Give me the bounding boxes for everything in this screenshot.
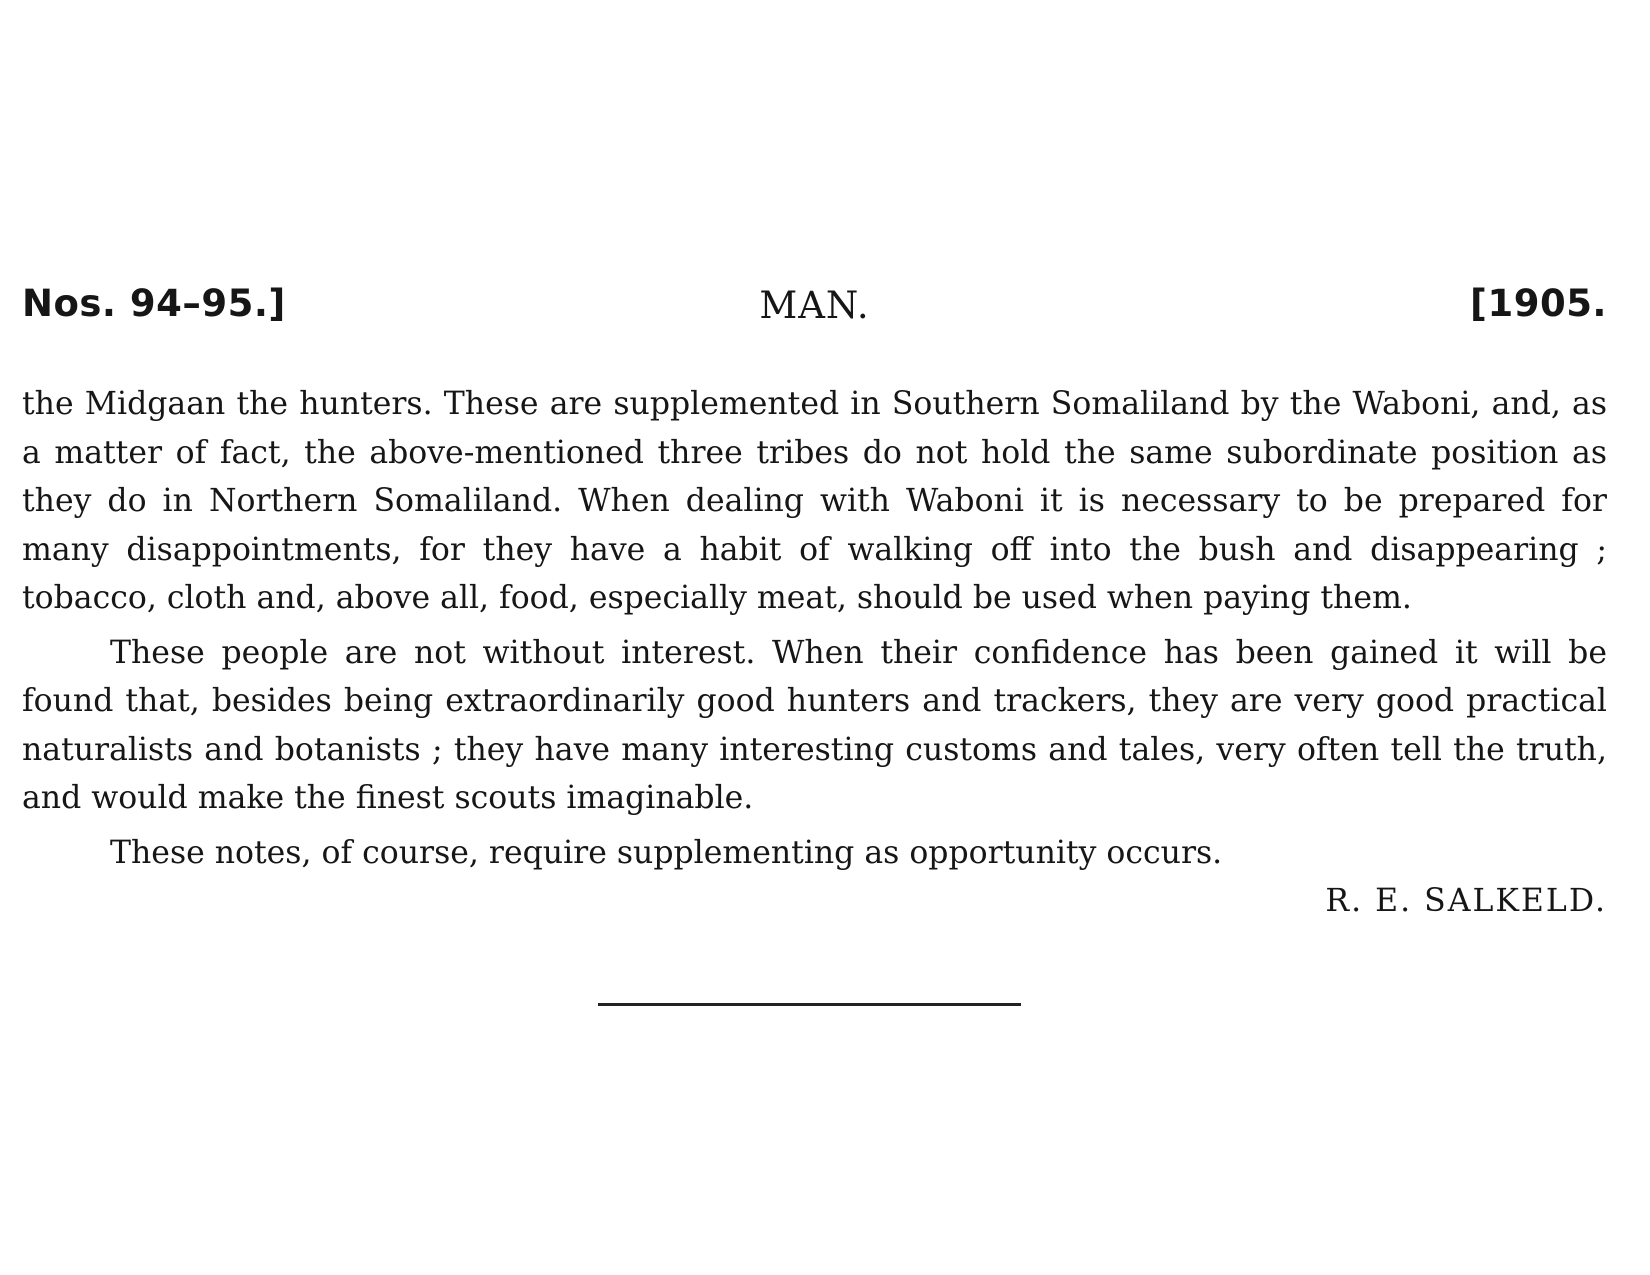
publication-year: [1905. bbox=[1470, 282, 1607, 325]
paragraph-3: These notes, of course, require supplementing as opportunity occurs. bbox=[110, 834, 1223, 871]
journal-title: MAN. bbox=[759, 284, 870, 327]
section-divider bbox=[598, 1003, 1021, 1006]
author-signature: R. E. SALKELD. bbox=[1325, 883, 1607, 919]
paragraph-2: These people are not without interest. When their confidence has been gained it will be found that, besides being extraordinarily good hunters and trackers, they are very good practical naturalists and botanists ; they have many interesting customs and tales, very often tell the truth, and would make the finest scouts imaginable. bbox=[22, 634, 1607, 816]
paragraph-1: the Midgaan the hunters. These are supplemented in Southern Somaliland by the Waboni, and, as a matter of fact, the above-mentioned three tribes do not hold the same subordinate position as they do in Northern Somaliland. When dealing with Waboni it is necessary to be prepared for many disappointments, for they have a habit of walking off into the bush and disappearing ; tobacco, cloth and, above all, food, especially meat, should be used when paying them. bbox=[22, 386, 1607, 616]
issue-numbers: Nos. 94–95.] bbox=[22, 282, 286, 325]
article-body bbox=[22, 380, 1607, 926]
running-head bbox=[22, 282, 1607, 332]
document-page bbox=[22, 0, 1607, 1275]
